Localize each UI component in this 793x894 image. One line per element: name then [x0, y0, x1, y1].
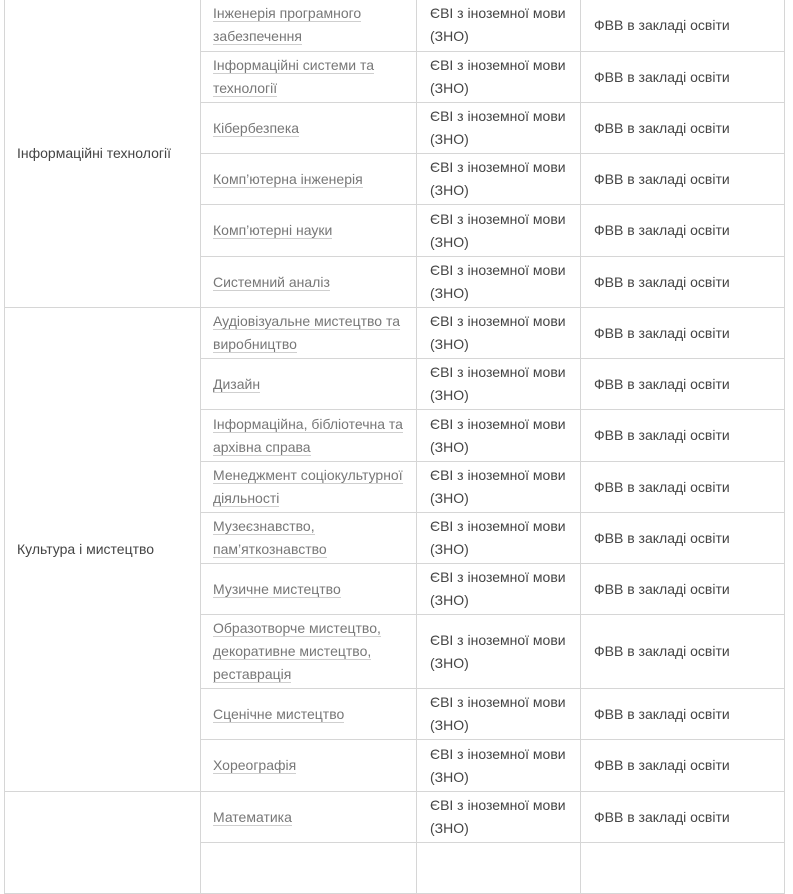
fvv-cell: ФВВ в закладі освіти	[581, 257, 785, 308]
fvv-cell	[581, 843, 785, 894]
exam-cell: ЄВІ з іноземної мови (ЗНО)	[417, 154, 581, 205]
exam-cell: ЄВІ з іноземної мови (ЗНО)	[417, 410, 581, 462]
exam-cell: ЄВІ з іноземної мови (ЗНО)	[417, 513, 581, 564]
fvv-cell: ФВВ в закладі освіти	[581, 205, 785, 257]
specialty-link[interactable]: Музеєзнавство, пам’яткознавство	[213, 518, 327, 557]
fvv-cell: ФВВ в закладі освіти	[581, 792, 785, 843]
exam-cell	[417, 843, 581, 894]
field-of-knowledge: Інформаційні технології	[17, 144, 171, 161]
exam-cell: ЄВІ з іноземної мови (ЗНО)	[417, 462, 581, 513]
exam-cell: ЄВІ з іноземної мови (ЗНО)	[417, 257, 581, 308]
specialty-link[interactable]: Інформаційна, бібліотечна та архівна справа	[213, 415, 403, 455]
specialty-cell	[201, 513, 417, 564]
fvv-cell: ФВВ в закладі освіти	[581, 410, 785, 462]
fvv-cell: ФВВ в закладі освіти	[581, 103, 785, 154]
fvv-cell: ФВВ в закладі освіти	[581, 308, 785, 359]
exam-cell: ЄВІ з іноземної мови (ЗНО)	[417, 308, 581, 359]
specialty-cell	[201, 359, 417, 410]
exam-cell: ЄВІ з іноземної мови (ЗНО)	[417, 689, 581, 740]
specialty-link[interactable]: Аудіовізуальне мистецтво та виробництво	[213, 313, 401, 352]
exam-cell: ЄВІ з іноземної мови (ЗНО)	[417, 103, 581, 154]
specialty-cell	[201, 205, 417, 257]
table-row	[5, 0, 785, 52]
specialty-cell	[201, 154, 417, 205]
specialty-cell	[201, 257, 417, 308]
exam-cell: ЄВІ з іноземної мови (ЗНО)	[417, 740, 581, 792]
specialty-link[interactable]: Хореографія	[213, 757, 297, 773]
specialty-cell	[201, 308, 417, 359]
specialty-cell	[201, 52, 417, 103]
specialty-cell	[201, 792, 417, 843]
fvv-cell: ФВВ в закладі освіти	[581, 689, 785, 740]
specialty-link[interactable]: Комп’ютерні науки	[213, 222, 333, 238]
specialty-cell	[201, 689, 417, 740]
fvv-cell: ФВВ в закладі освіти	[581, 615, 785, 689]
specialty-cell	[201, 564, 417, 615]
specialty-cell	[201, 843, 417, 894]
specialty-cell	[201, 103, 417, 154]
exam-cell: ЄВІ з іноземної мови (ЗНО)	[417, 0, 581, 52]
specialty-link[interactable]: Комп’ютерна інженерія	[213, 170, 363, 187]
specialty-link[interactable]: Інженерія програмного забезпечення	[213, 5, 362, 44]
fvv-cell: ФВВ в закладі освіти	[581, 564, 785, 615]
specialty-link[interactable]: Сценічне мистецтво	[213, 705, 345, 722]
fvv-cell: ФВВ в закладі освіти	[581, 0, 785, 52]
fvv-cell: ФВВ в закладі освіти	[581, 154, 785, 205]
exam-cell: ЄВІ з іноземної мови (ЗНО)	[417, 205, 581, 257]
specialty-cell	[201, 410, 417, 462]
specialty-link[interactable]: Інформаційні системи та технології	[213, 57, 375, 96]
specialty-link[interactable]: Математика	[213, 808, 292, 825]
specialty-cell	[201, 462, 417, 513]
exam-cell: ЄВІ з іноземної мови (ЗНО)	[417, 52, 581, 103]
specialties-table	[4, 0, 785, 894]
specialty-cell	[201, 740, 417, 792]
specialty-link[interactable]: Менеджмент соціокультурної діяльності	[213, 467, 403, 506]
specialty-cell	[201, 615, 417, 689]
field-of-knowledge-cell	[5, 0, 201, 308]
exam-cell: ЄВІ з іноземної мови (ЗНО)	[417, 615, 581, 689]
fvv-cell: ФВВ в закладі освіти	[581, 52, 785, 103]
specialty-link[interactable]: Музичне мистецтво	[213, 580, 341, 597]
field-of-knowledge: Культура і мистецтво	[17, 541, 155, 557]
specialty-link[interactable]: Образотворче мистецтво, декоративне мистецтво, реставрація	[213, 620, 381, 682]
fvv-cell: ФВВ в закладі освіти	[581, 513, 785, 564]
table-row	[5, 308, 785, 359]
specialty-link[interactable]: Дизайн	[213, 375, 261, 392]
fvv-cell: ФВВ в закладі освіти	[581, 462, 785, 513]
exam-cell: ЄВІ з іноземної мови (ЗНО)	[417, 359, 581, 410]
field-of-knowledge-cell	[5, 792, 201, 894]
field-of-knowledge-cell	[5, 308, 201, 792]
specialty-link[interactable]: Системний аналіз	[213, 273, 330, 290]
specialty-cell	[201, 0, 417, 52]
specialty-link[interactable]: Кібербезпека	[213, 119, 300, 136]
specialties-table-body	[5, 0, 785, 894]
fvv-cell: ФВВ в закладі освіти	[581, 359, 785, 410]
fvv-cell: ФВВ в закладі освіти	[581, 740, 785, 792]
exam-cell: ЄВІ з іноземної мови (ЗНО)	[417, 564, 581, 615]
table-row	[5, 792, 785, 843]
exam-cell: ЄВІ з іноземної мови (ЗНО)	[417, 792, 581, 843]
